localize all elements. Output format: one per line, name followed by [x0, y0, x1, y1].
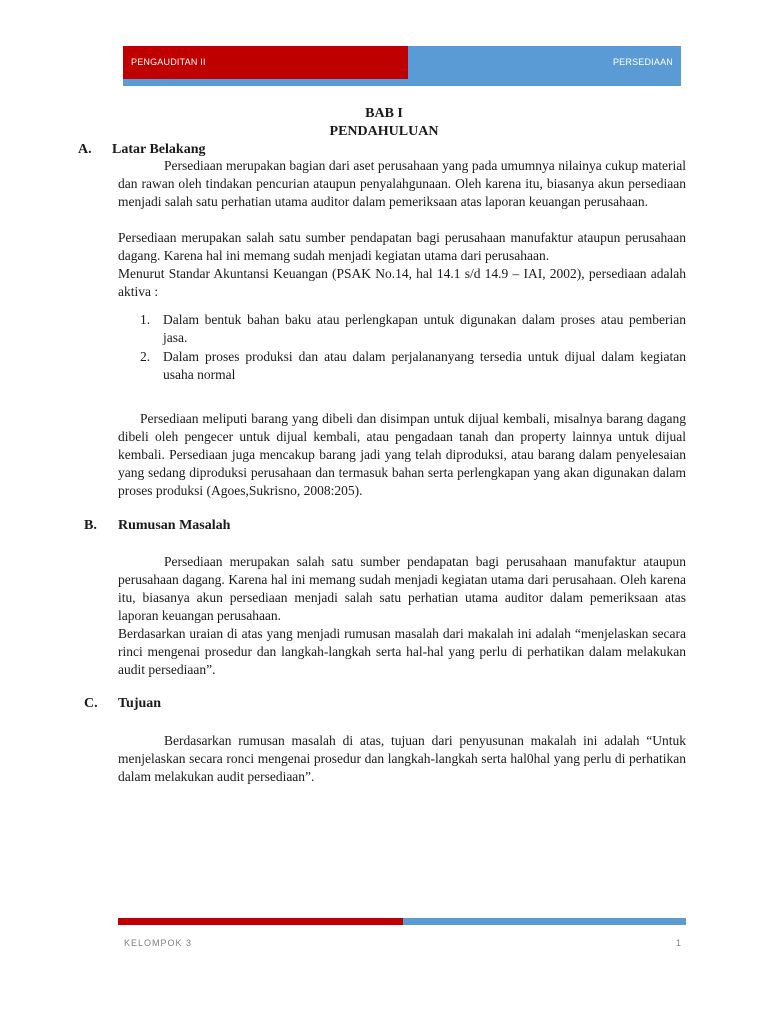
footer-blue-band: [403, 918, 686, 925]
list-item: [118, 348, 686, 384]
section-a-name: Latar Belakang: [112, 142, 206, 157]
page-number: 1: [676, 938, 682, 948]
footer-group-label: KELOMPOK 3: [124, 938, 193, 948]
section-a-paragraph-1: Persediaan merupakan bagian dari aset perusahaan yang pada umumnya nilainya cukup material dan rawan oleh tindakan pencurian ataupun penyalahgunaan. Oleh karena itu, biasanya akun persediaan menjadi salah satu perhatian utama auditor dalam pemeriksaan atas laporan keuangan perusahaan.: [118, 158, 686, 209]
list-item-text: Dalam proses produksi dan atau dalam perjalananyang tersedia untuk dijual dalam kegiatan usaha normal: [163, 349, 686, 382]
section-a-paragraph-2: Persediaan merupakan salah satu sumber pendapatan bagi perusahaan manufaktur ataupun perusahaan dagang. Karena hal ini memang sudah menjadi kegiatan utama dari perusahaan.: [118, 230, 686, 263]
page-footer-bar: [118, 918, 686, 928]
section-c-letter: C.: [84, 696, 98, 711]
section-c-paragraph-1: Berdasarkan rumusan masalah di atas, tujuan dari penyusunan makalah ini adalah “Untuk menjelaskan secara ronci mengenai prosedur dan langkah-langkah serta hal0hal yang perlu di perhatikan dalam melakukan audit persediaan”.: [118, 733, 686, 784]
list-item-number: 1.: [140, 312, 151, 327]
section-a-paragraph-3: Menurut Standar Akuntansi Keuangan (PSAK No.14, hal 14.1 s/d 14.9 – IAI, 2002), persediaan adalah aktiva :: [118, 266, 686, 299]
header-course-title: PENGAUDITAN II: [131, 57, 206, 67]
section-a-letter: A.: [78, 142, 92, 157]
list-item-number: 2.: [140, 349, 151, 364]
section-c-name: Tujuan: [118, 696, 162, 711]
chapter-title: PENDAHULUAN: [329, 124, 439, 139]
aktiva-list: [118, 311, 686, 385]
header-topic-title: PERSEDIAAN: [612, 57, 673, 67]
page-header: [123, 46, 681, 86]
section-a-paragraph-4: Persediaan meliputi barang yang dibeli dan disimpan untuk dijual kembali, misalnya barang dagang dibeli oleh pengecer untuk dijual kembali, atau pengadaan tanah dan property lainnya untuk dijual kembali. Persediaan juga mencakup barang jadi yang telah diproduksi, atau barang dalam penyelesaian yang sedang diproduksi perusahaan dan termasuk bahan serta perlengkapan yang akan digunakan dalam proses produksi (Agoes,Sukrisno, 2008:205).: [118, 411, 686, 498]
section-b-letter: B.: [84, 518, 97, 533]
chapter-number: BAB I: [365, 106, 403, 121]
list-item: [118, 311, 686, 347]
section-b-paragraph-1: Persediaan merupakan salah satu sumber pendapatan bagi perusahaan manufaktur ataupun perusahaan dagang. Karena hal ini memang sudah menjadi kegiatan utama dari perusahaan. Oleh karena itu, biasanya akun persediaan menjadi salah satu perhatian utama auditor dalam pemeriksaan atas laporan keuangan perusahaan.: [118, 554, 686, 623]
header-underline: [123, 79, 681, 86]
section-b-paragraph-2: Berdasarkan uraian di atas yang menjadi rumusan masalah dari makalah ini adalah “menjelaskan secara rinci mengenai prosedur dan langkah-langkah serta hal-hal yang perlu di perhatikan dalam melakukan audit persediaan”.: [118, 626, 686, 677]
list-item-text: Dalam bentuk bahan baku atau perlengkapan untuk digunakan dalam proses atau pemberian jasa.: [163, 312, 686, 345]
footer-red-band: [118, 918, 403, 925]
section-b-name: Rumusan Masalah: [118, 518, 231, 533]
